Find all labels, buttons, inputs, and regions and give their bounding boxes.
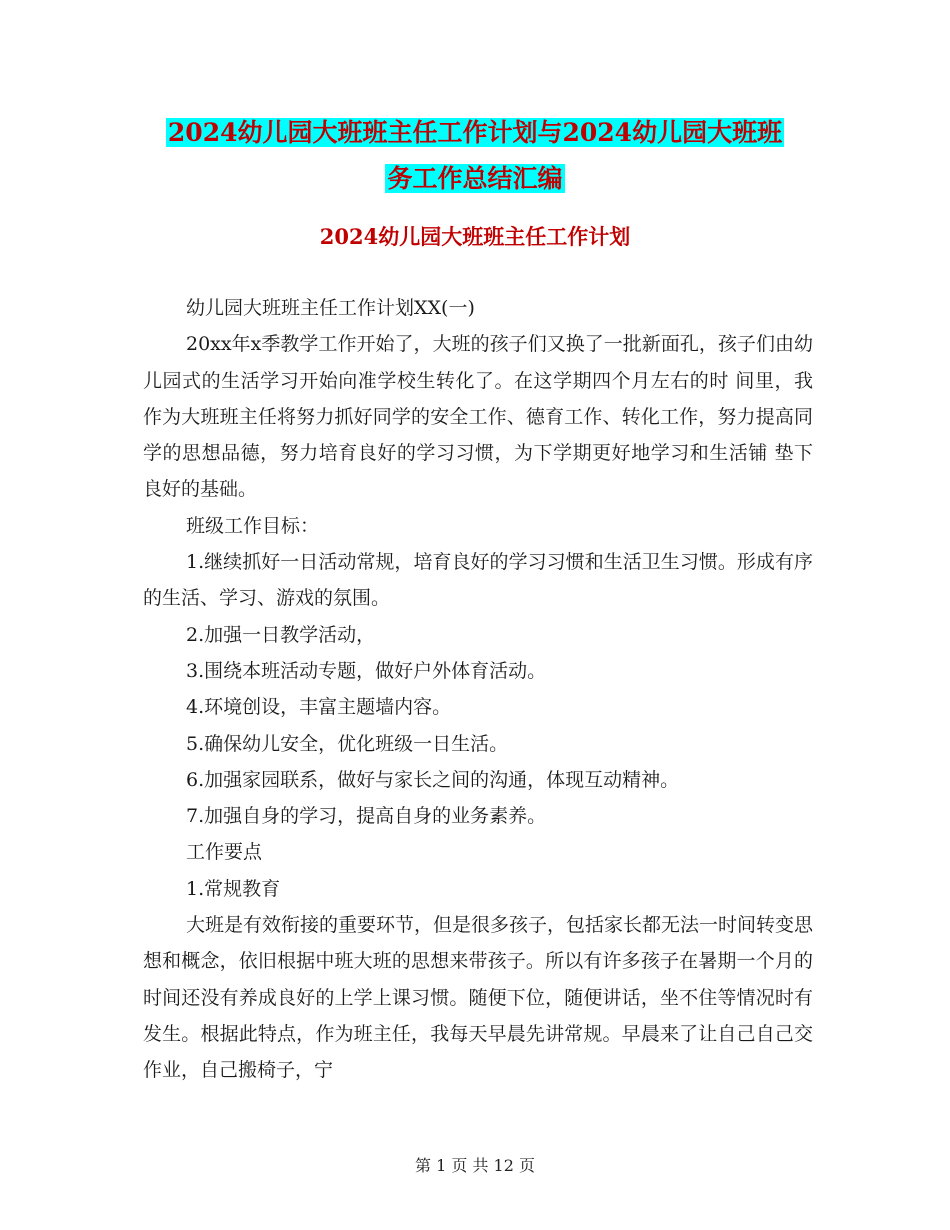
paragraph-intro: 20xx年x季教学工作开始了，大班的孩子们又换了一批新面孔，孩子们由幼儿园式的生活学习开始向准学校生转化了。在这学期四个月左右的时 间里，我作为大班班主任将努力抓好同学的安全工作、德育工作、转化工作，努力提高同学的思想品德，努力培育良好的学习习惯，为下学期更好地学习和生活铺 垫下良好的基础。 bbox=[143, 333, 813, 501]
paragraph-goal-4: 4.环境创设，丰富主题墙内容。 bbox=[186, 696, 452, 719]
page-footer: 第 1 页 共 12 页 bbox=[415, 1156, 535, 1175]
document-body bbox=[143, 290, 813, 1089]
paragraph-key-points-heading: 工作要点 bbox=[186, 841, 263, 864]
paragraph-goal-2: 2.加强一日教学活动， bbox=[186, 623, 376, 646]
paragraph-routine-heading: 1.常规教育 bbox=[186, 877, 281, 900]
document-title bbox=[0, 110, 950, 202]
paragraph-plan-heading: 幼儿园大班班主任工作计划XX(一) bbox=[186, 297, 475, 319]
paragraph-goal-3: 3.围绕本班活动专题，做好户外体育活动。 bbox=[186, 659, 547, 682]
document-title-line-2: 务工作总结汇编 bbox=[387, 164, 563, 193]
paragraph-goal-6: 6.加强家园联系，做好与家长之间的沟通，体现互动精神。 bbox=[186, 768, 680, 791]
paragraph-routine-body: 大班是有效衔接的重要环节，但是很多孩子，包括家长都无法一时间转变思想和概念，依旧根据中班大班的思想来带孩子。所以有许多孩子在暑期一个月的时间还没有养成良好的上学上课习惯。随便下位，随便讲话，坐不住等情况时有发生。根据此特点，作为班主任，我每天早晨先讲常规。早晨来了让自己自己交作业，自己搬椅子，宁 bbox=[143, 914, 814, 1082]
section-title: 2024幼儿园大班班主任工作计划 bbox=[319, 224, 631, 249]
paragraph-goal-5: 5.确保幼儿安全，优化班级一日生活。 bbox=[186, 732, 509, 755]
paragraph-goal-1: 1.继续抓好一日活动常规，培育良好的学习习惯和生活卫生习惯。形成有序的生活、学习、游戏的氛围。 bbox=[143, 551, 813, 610]
document-title-line-1: 2024幼儿园大班班主任工作计划与2024幼儿园大班班 bbox=[167, 118, 783, 147]
paragraph-goals-heading: 班级工作目标： bbox=[186, 514, 320, 537]
paragraph-goal-7: 7.加强自身的学习，提高自身的业务素养。 bbox=[186, 805, 547, 828]
